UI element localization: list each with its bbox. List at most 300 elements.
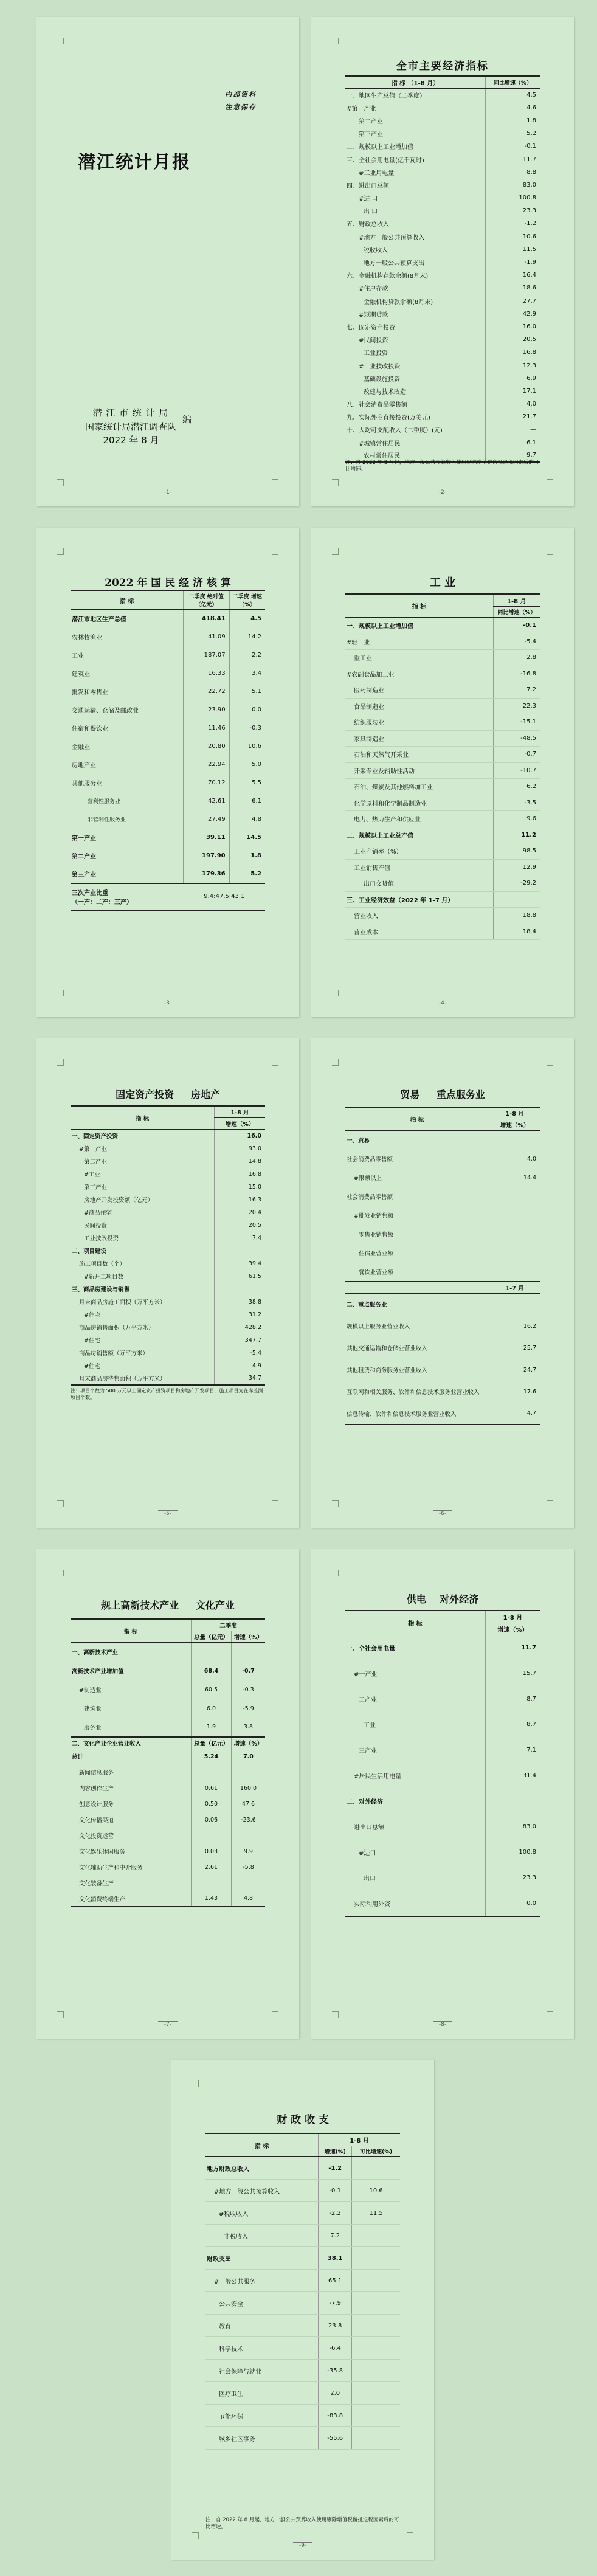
crop-mark [332, 1570, 339, 1576]
row-label: 交通运输、仓储及邮政业 [72, 708, 139, 714]
row-value: 8.7 [485, 1712, 540, 1738]
row-value: 39.4 [215, 1257, 265, 1270]
page-number-text: -9- [293, 2542, 312, 2549]
row-value: -16.8 [493, 666, 540, 682]
row-value: 418.41 [184, 610, 230, 628]
row-value: 1.8 [485, 114, 540, 127]
table-row [71, 1130, 265, 1142]
row-label: 税收收入 [364, 247, 388, 254]
row-value: 2.61 [191, 1859, 231, 1875]
table-row [205, 2292, 400, 2315]
row-label: 农林牧渔业 [72, 635, 102, 641]
page-title: 固定资产投资 房地产 [116, 1089, 220, 1100]
crop-mark [332, 1500, 339, 1507]
row-label: 一、地区生产总值（二季度） [347, 92, 426, 100]
table-row [71, 1257, 265, 1270]
table-row [345, 1381, 540, 1403]
table-row [345, 891, 540, 908]
row-label: 社会消费品零售额 [347, 1194, 393, 1201]
crop-mark [407, 2080, 413, 2087]
row-value: 42.9 [485, 308, 540, 320]
table-row [71, 1749, 265, 1764]
col-period: 1-8 月 [489, 1107, 540, 1119]
crop-mark [332, 479, 339, 486]
row-value: 0.61 [191, 1780, 231, 1796]
table-row [345, 127, 540, 140]
row-value: 83.0 [485, 1814, 540, 1840]
row-label: 金融机构贷款余额(8月末) [364, 299, 433, 306]
row-value: 12.3 [485, 359, 540, 371]
hightech-table [71, 1618, 265, 1907]
row-label: 十、人均可支配收入（二季度）(元) [347, 427, 443, 435]
row-label: 三、工业经济效益（2022 年 1-7 月） [345, 891, 493, 908]
row-value: 38.8 [215, 1296, 265, 1308]
row-value: 11.5 [485, 243, 540, 256]
row-label: 工业投资 [364, 350, 388, 357]
row-value [191, 1875, 231, 1891]
row-value: -0.7 [232, 1662, 265, 1680]
row-value: 41.09 [184, 628, 230, 646]
row-label: 九、实际外商直接投资(万美元) [347, 415, 430, 422]
crop-mark [57, 1059, 64, 1066]
indicators-table [345, 75, 540, 463]
row-value: 7.1 [485, 1738, 540, 1763]
row-value: 6.2 [493, 779, 540, 795]
table-row [205, 2247, 400, 2270]
table-row [71, 1283, 265, 1296]
row-value: 100.8 [485, 1840, 540, 1865]
row-value: 25.7 [489, 1337, 540, 1359]
table-row [345, 398, 540, 410]
col-growth: 增速（%） [232, 1631, 265, 1643]
row-label: 一、固定资产投资 [72, 1133, 119, 1141]
row-label: 零售业销售额 [359, 1232, 394, 1238]
table-row [345, 747, 540, 763]
table-row [345, 666, 540, 682]
row-value: 9.6 [493, 811, 540, 827]
row-label: 第一产业 [72, 835, 96, 842]
row-label: #制造业 [79, 1687, 102, 1694]
row-value [485, 1789, 540, 1814]
row-value: 4.7 [489, 1403, 540, 1424]
row-label: 纺织服装业 [345, 714, 493, 731]
row-label: 规模以上服务业营业收入 [347, 1324, 410, 1330]
ratio-label [71, 883, 184, 910]
row-label: 科学技术 [205, 2337, 319, 2360]
row-value [352, 2337, 400, 2360]
report-title: 潜江统计月报 [78, 151, 192, 172]
row-label: 文化消费终端生产 [71, 1891, 191, 1907]
crop-mark [192, 2532, 199, 2539]
row-label: 住宿和餐饮业 [72, 726, 108, 733]
row-label: 节能环保 [205, 2405, 319, 2427]
row-value: 42.61 [184, 792, 230, 810]
row-value: -0.3 [232, 1680, 265, 1699]
row-value: 0.0 [485, 1891, 540, 1916]
spacer [345, 1282, 489, 1294]
row-label: 建筑业 [72, 671, 90, 678]
table-row [71, 1155, 265, 1168]
row-value: -0.1 [485, 140, 540, 153]
row-value: 7.0 [232, 1749, 265, 1764]
table-row [71, 829, 265, 847]
row-label: 第三产业 [71, 865, 184, 883]
row-label: 出口交货值 [345, 875, 493, 892]
row-label: 工业技改投资 [84, 1235, 119, 1242]
row-label: #进 口 [359, 196, 378, 203]
crop-mark [332, 38, 339, 44]
row-label: #限额以上 [354, 1175, 382, 1182]
row-label: 地方一般公共预算支出 [364, 260, 424, 268]
row-value: 17.1 [485, 385, 540, 398]
crop-mark [272, 990, 278, 996]
row-label: #一产业 [354, 1671, 378, 1678]
row-value: 61.5 [215, 1270, 265, 1283]
row-label: #轻工业 [345, 634, 493, 650]
row-value: -0.1 [493, 618, 540, 634]
row-value: 6.9 [485, 372, 540, 385]
row-label: 营业收入 [345, 908, 493, 924]
table-row [71, 1372, 265, 1385]
row-label: 三、全社会用电量(亿千瓦时) [347, 157, 424, 164]
row-value: 3.4 [229, 665, 265, 683]
row-value: 20.5 [485, 333, 540, 346]
table-row [345, 423, 540, 436]
row-value: -5.8 [232, 1859, 265, 1875]
footnote: 注：项目个数为 500 万元以上固定资产投资项目和房地产开发项目，施工项目为在库监测项目个数。 [71, 1388, 263, 1400]
power-table [345, 1610, 540, 1917]
row-value: 11.5 [352, 2202, 400, 2225]
table-row [345, 308, 540, 320]
table-row [345, 1169, 540, 1187]
col-growth: 同比增速（%） [485, 76, 540, 89]
col-growth-2: 增速（%） [232, 1738, 265, 1749]
table-row [345, 179, 540, 192]
crop-mark [547, 38, 553, 44]
table-row [345, 618, 540, 634]
col-period: 二季度 [191, 1619, 265, 1631]
table-row [345, 153, 540, 165]
row-value: 9.9 [232, 1843, 265, 1859]
page-number-text: -6- [433, 1510, 452, 1517]
row-value: 18.6 [485, 281, 540, 294]
row-value [232, 1764, 265, 1780]
ratio-sub-text: （一产：二产：三产） [72, 899, 133, 906]
row-value [352, 2270, 400, 2292]
table-row [345, 320, 540, 333]
row-label: 内容创作生产 [79, 1786, 114, 1792]
table-row [345, 762, 540, 779]
editor-mark: 编 [182, 414, 192, 426]
row-value: 68.4 [191, 1662, 231, 1680]
row-label: 一、全社会用电量 [347, 1646, 395, 1653]
table-row [345, 730, 540, 747]
row-value: 18.8 [493, 908, 540, 924]
row-value [489, 1263, 540, 1282]
page-number-text: -1- [158, 489, 178, 496]
row-value: 31.4 [485, 1763, 540, 1789]
page-number-text: -2- [433, 489, 452, 496]
table-row [71, 1812, 265, 1828]
row-value: 11.7 [485, 153, 540, 165]
row-label: #农副食品加工业 [345, 666, 493, 682]
row-value: 16.4 [485, 269, 540, 281]
crop-mark [547, 1500, 553, 1507]
trade-page [311, 1038, 574, 1528]
table-row [71, 1334, 265, 1347]
col-period-2: 1-7 月 [489, 1282, 540, 1294]
row-value: 31.2 [215, 1308, 265, 1321]
row-value [352, 2382, 400, 2405]
row-label: 教育 [205, 2315, 319, 2337]
table-row [71, 1662, 265, 1680]
row-value: 1.9 [191, 1718, 231, 1737]
industry-table [345, 593, 540, 940]
row-value: 27.49 [184, 810, 230, 829]
row-value [352, 2292, 400, 2315]
row-value: — [485, 423, 540, 436]
row-value: -3.5 [493, 795, 540, 811]
table-row [345, 1763, 540, 1789]
row-label: 地方财政总收入 [205, 2157, 319, 2180]
row-value: 39.11 [184, 829, 230, 847]
row-label: #第一产业 [79, 1146, 107, 1153]
row-label: 改建与技术改造 [364, 388, 406, 396]
crop-mark [57, 479, 64, 486]
table-row [71, 646, 265, 665]
row-value: 197.90 [184, 847, 230, 865]
row-value: 428.2 [215, 1321, 265, 1334]
row-value: -0.1 [319, 2180, 352, 2202]
row-label: 第二产业 [84, 1159, 108, 1165]
table-row [345, 1225, 540, 1244]
row-value [232, 1828, 265, 1843]
table-row [345, 908, 540, 924]
row-value: 14.4 [489, 1169, 540, 1187]
row-value: 7.2 [493, 682, 540, 699]
row-label: #住宅 [84, 1312, 100, 1319]
table-row [345, 346, 540, 359]
page-number [36, 1510, 299, 1517]
investment-page [36, 1038, 299, 1528]
row-label: 实际利用外资 [345, 1891, 485, 1916]
row-value: 4.0 [485, 398, 540, 410]
table-row [345, 924, 540, 940]
row-label: 商品房销售面积（万平方米） [79, 1325, 154, 1331]
table-row [71, 1142, 265, 1155]
crop-mark [272, 1059, 278, 1066]
row-label: 四、进出口总额 [347, 182, 389, 190]
row-label: #商品住宅 [84, 1210, 112, 1217]
row-label: #工业 [84, 1172, 100, 1178]
row-value: 5.1 [229, 683, 265, 701]
internal-mark [225, 89, 257, 114]
page-number [311, 489, 574, 496]
row-label: 营利性服务业 [88, 799, 121, 805]
row-label: 其他交通运输和仓储业营业收入 [347, 1345, 428, 1352]
row-label: 社会保障与就业 [205, 2360, 319, 2382]
row-value: -83.8 [319, 2405, 352, 2427]
row-value: 11.46 [184, 719, 230, 737]
row-value: 16.8 [485, 346, 540, 359]
table-row [345, 1187, 540, 1206]
page-number-text: -8- [433, 2021, 452, 2028]
table-row [71, 1321, 265, 1334]
row-value [191, 1828, 231, 1843]
main-indicators-page [311, 17, 574, 506]
row-value: 0.0 [229, 701, 265, 719]
row-label: 服务业 [71, 1718, 191, 1737]
row-label: 房地产开发投资额（亿元） [84, 1197, 154, 1204]
row-label: 三、商品房建设与销售 [72, 1286, 130, 1293]
row-label: #新开工项目数 [84, 1274, 123, 1280]
row-label: 开采专业及辅助性活动 [345, 762, 493, 779]
row-label: #居民生活用电量 [354, 1773, 402, 1780]
crop-mark [57, 990, 64, 996]
row-value: 8.7 [485, 1687, 540, 1712]
crop-mark [272, 38, 278, 44]
row-value: -29.2 [493, 875, 540, 892]
table-row [71, 1828, 265, 1843]
row-label: 工业 [72, 653, 84, 660]
table-row [345, 843, 540, 860]
crop-mark [272, 479, 278, 486]
row-value: -1.2 [319, 2157, 352, 2180]
row-label: 总计 [72, 1754, 84, 1761]
row-label: 批发和零售业 [72, 689, 108, 696]
table-row [205, 2180, 400, 2202]
table-row [345, 1293, 540, 1315]
row-label: 一、高新技术产业 [72, 1649, 119, 1657]
row-label: 房地产业 [72, 762, 96, 769]
table-row [345, 295, 540, 308]
row-value: 0.06 [191, 1812, 231, 1828]
table-row [71, 1643, 265, 1662]
page-number-text: -4- [433, 1000, 452, 1006]
row-value: -1.2 [485, 217, 540, 230]
row-value [493, 891, 540, 908]
row-value: 0.50 [191, 1796, 231, 1812]
row-value: 20.4 [215, 1206, 265, 1219]
table-row [345, 1403, 540, 1424]
table-row [345, 1891, 540, 1916]
industry-page [311, 528, 574, 1017]
col-growth: 二季度 增速（%） [229, 590, 265, 610]
row-value: 5.0 [229, 756, 265, 774]
row-label: #第一产业 [347, 105, 376, 112]
table-row [345, 698, 540, 714]
row-value: 16.0 [215, 1130, 265, 1142]
col-growth: 同比增速（%） [493, 607, 540, 618]
row-label: 医药制造业 [345, 682, 493, 699]
crop-mark [57, 1500, 64, 1507]
row-value [489, 1293, 540, 1315]
row-value: 9.7 [485, 449, 540, 462]
row-label: #一般公共服务 [205, 2270, 319, 2292]
crop-mark [57, 548, 64, 555]
page-number [36, 489, 299, 496]
row-value: 20.80 [184, 737, 230, 756]
col-indicator: 指 标 [345, 1611, 485, 1635]
row-value [232, 1643, 265, 1662]
row-value: -0.3 [229, 719, 265, 737]
row-value: 15.7 [485, 1661, 540, 1687]
row-value [232, 1875, 265, 1891]
row-label: #民间投资 [359, 337, 388, 345]
footnote: 注：自 2022 年 8 月起，地方一般公共预算收入使用剔除增值税留抵退税因素后的可比增速。 [205, 2517, 399, 2530]
row-label: 社会消费品零售额 [347, 1156, 393, 1163]
col-indicator: 指 标 [345, 594, 493, 618]
table-row [71, 847, 265, 865]
crop-mark [547, 1570, 553, 1576]
table-row [71, 865, 265, 883]
publisher-1: 潜 江 市 统 计 局 [92, 407, 169, 418]
page-title: 贸易 重点服务业 [400, 1089, 485, 1100]
row-value [215, 1245, 265, 1257]
table-row [205, 2382, 400, 2405]
row-label: 非营利性服务业 [88, 817, 126, 823]
row-value: 160.0 [232, 1780, 265, 1796]
row-value: 83.0 [485, 179, 540, 192]
table-row [345, 192, 540, 204]
row-value: 179.36 [184, 865, 230, 883]
table-row [345, 1263, 540, 1282]
table-row [71, 1680, 265, 1699]
table-row [345, 1789, 540, 1814]
row-value: 38.1 [319, 2247, 352, 2270]
table-row [71, 1699, 265, 1718]
row-value: 4.5 [485, 89, 540, 102]
crop-mark [547, 990, 553, 996]
table-row [345, 359, 540, 371]
row-value: 3.8 [232, 1718, 265, 1737]
row-label: 高新技术产业增加值 [72, 1668, 124, 1675]
row-label: #工业用电量 [359, 170, 395, 177]
row-label: 工业销售产值 [345, 859, 493, 875]
row-value: -7.9 [319, 2292, 352, 2315]
row-label: 信息传输、软件和信息技术服务业营业收入 [345, 1403, 489, 1424]
row-label: 工业产销率（%） [345, 843, 493, 860]
table-row [71, 792, 265, 810]
crop-mark [332, 990, 339, 996]
row-label: 八、社会消费品零售额 [347, 402, 407, 409]
ratio-value: 9.4:47.5:43.1 [204, 893, 245, 900]
row-value [489, 1206, 540, 1225]
col-indicator: 指 标 （1-8 月） [345, 76, 485, 89]
row-label: 出 口 [364, 209, 378, 216]
table-row [71, 756, 265, 774]
row-value: 187.07 [184, 646, 230, 665]
col-period: 1-8 月 [319, 2133, 400, 2146]
row-value: 7.4 [215, 1232, 265, 1245]
internal-line-2: 注意保存 [225, 103, 257, 111]
row-value: -10.7 [493, 762, 540, 779]
row-value: 6.1 [485, 437, 540, 449]
table-row [345, 1244, 540, 1263]
row-value [489, 1225, 540, 1244]
row-value: 16.0 [485, 320, 540, 333]
table-row [205, 2270, 400, 2292]
row-label: 家具制造业 [345, 730, 493, 747]
crop-mark [272, 548, 278, 555]
table-row [345, 875, 540, 892]
gdp-page [36, 528, 299, 1017]
table-row [345, 682, 540, 699]
row-value: 0.03 [191, 1843, 231, 1859]
row-value: -0.7 [493, 747, 540, 763]
table-row [71, 1347, 265, 1359]
table-row [345, 1635, 540, 1661]
